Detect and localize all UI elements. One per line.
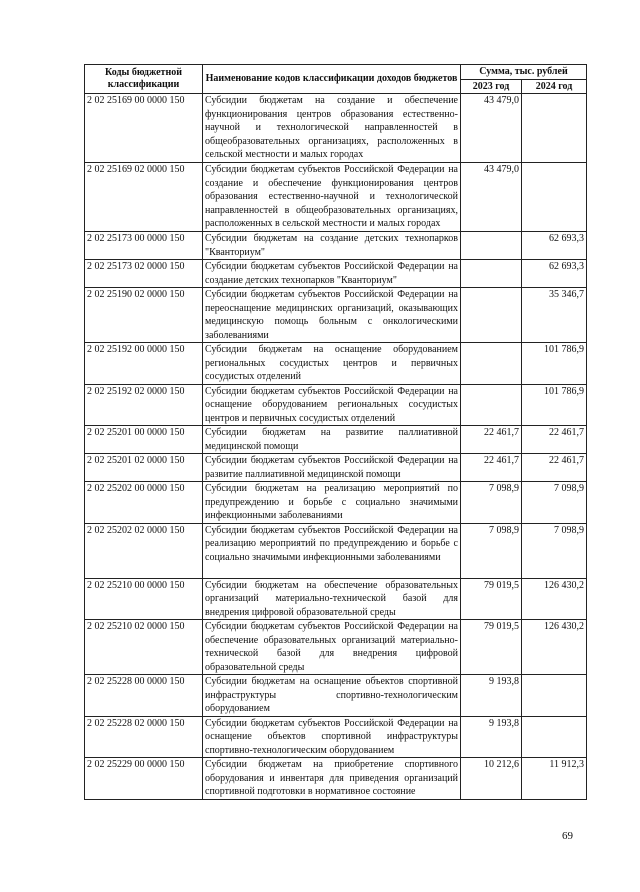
amount-2024 [522,94,587,163]
table-row [85,260,587,288]
amount-2023: 7 098,9 [461,523,522,578]
amount-2023: 22 461,7 [461,454,522,482]
table-row [85,288,587,343]
classification-name: Субсидии бюджетам на оснащение объектов спортивной инфраструктуры спортивно-технологическим оборудованием [203,675,461,717]
classification-code: 2 02 25201 00 0000 150 [85,426,203,454]
classification-name: Субсидии бюджетам на развитие паллиативной медицинской помощи [203,426,461,454]
amount-2024: 101 786,9 [522,343,587,385]
classification-code: 2 02 25192 00 0000 150 [85,343,203,385]
amount-2023 [461,384,522,426]
amount-2023: 43 479,0 [461,163,522,232]
classification-code: 2 02 25173 02 0000 150 [85,260,203,288]
amount-2024: 11 912,3 [522,758,587,800]
amount-2024: 35 346,7 [522,288,587,343]
classification-code: 2 02 25228 00 0000 150 [85,675,203,717]
table-row [85,94,587,163]
classification-code: 2 02 25210 00 0000 150 [85,578,203,620]
table-row [85,523,587,578]
table-row [85,232,587,260]
codes-column-header: Коды бюджетной классификации [85,65,203,94]
amount-2024: 101 786,9 [522,384,587,426]
amount-2024: 7 098,9 [522,523,587,578]
year-2023-header: 2023 год [461,80,522,94]
year-2024-header: 2024 год [522,80,587,94]
classification-name: Субсидии бюджетам на создание и обеспечение функционирования центров образования естественно-научной и технологической направленностей в общеобразовательных организациях, расположенных в сельской местности и малых городах [203,94,461,163]
classification-name: Субсидии бюджетам субъектов Российской Федерации на обеспечение образовательных организаций материально-технической базой для внедрения цифровой образовательной среды [203,620,461,675]
classification-name: Субсидии бюджетам субъектов Российской Федерации на переоснащение медицинских организаций, оказывающих медицинскую помощь больным с онкологическими заболеваниями [203,288,461,343]
classification-code: 2 02 25228 02 0000 150 [85,716,203,758]
amount-2024: 7 098,9 [522,482,587,524]
classification-code: 2 02 25173 00 0000 150 [85,232,203,260]
classification-name: Субсидии бюджетам субъектов Российской Федерации на развитие паллиативной медицинской помощи [203,454,461,482]
amount-2023: 79 019,5 [461,620,522,675]
classification-code: 2 02 25190 02 0000 150 [85,288,203,343]
classification-name: Субсидии бюджетам на оснащение оборудованием региональных сосудистых центров и первичных сосудистых отделений [203,343,461,385]
classification-code: 2 02 25202 02 0000 150 [85,523,203,578]
classification-code: 2 02 25229 00 0000 150 [85,758,203,800]
amount-2023 [461,343,522,385]
table-row [85,384,587,426]
amount-2023: 7 098,9 [461,482,522,524]
table-row [85,675,587,717]
classification-name: Субсидии бюджетам субъектов Российской Федерации на создание детских технопарков "Кванториум" [203,260,461,288]
classification-name: Субсидии бюджетам на обеспечение образовательных организаций материально-технической базой для внедрения цифровой образовательной среды [203,578,461,620]
amount-2024: 126 430,2 [522,578,587,620]
amount-2023 [461,232,522,260]
amount-2023: 10 212,6 [461,758,522,800]
amount-2024: 62 693,3 [522,232,587,260]
amount-2024: 22 461,7 [522,426,587,454]
amount-2023: 22 461,7 [461,426,522,454]
table-row [85,758,587,800]
names-column-header: Наименование кодов классификации доходов бюджетов [203,65,461,94]
budget-table [84,64,587,800]
table-row [85,578,587,620]
classification-name: Субсидии бюджетам субъектов Российской Федерации на оснащение оборудованием региональных сосудистых центров и первичных сосудистых отделений [203,384,461,426]
classification-code: 2 02 25169 02 0000 150 [85,163,203,232]
classification-name: Субсидии бюджетам на создание детских технопарков "Кванториум" [203,232,461,260]
classification-name: Субсидии бюджетам субъектов Российской Федерации на создание и обеспечение функционирования центров образования естественно-научной и технологической направленностей в общеобразовательных организациях, расположенных в сельской местности и малых городах [203,163,461,232]
page-number: 69 [562,830,573,842]
table-row [85,426,587,454]
amount-2023: 79 019,5 [461,578,522,620]
amount-2024: 22 461,7 [522,454,587,482]
amount-2023: 9 193,8 [461,675,522,717]
classification-code: 2 02 25210 02 0000 150 [85,620,203,675]
table-row [85,620,587,675]
table-row [85,163,587,232]
classification-name: Субсидии бюджетам на приобретение спортивного оборудования и инвентаря для приведения организаций спортивной подготовки в нормативное состояние [203,758,461,800]
table-row [85,343,587,385]
amount-2023 [461,288,522,343]
amount-2024: 126 430,2 [522,620,587,675]
amount-2023: 9 193,8 [461,716,522,758]
table-row [85,716,587,758]
classification-code: 2 02 25202 00 0000 150 [85,482,203,524]
amount-2024 [522,675,587,717]
classification-name: Субсидии бюджетам субъектов Российской Федерации на оснащение объектов спортивной инфраструктуры спортивно-технологическим оборудованием [203,716,461,758]
amount-2024 [522,163,587,232]
classification-code: 2 02 25201 02 0000 150 [85,454,203,482]
amount-2024 [522,716,587,758]
classification-name: Субсидии бюджетам на реализацию мероприятий по предупреждению и борьбе с социально значимыми инфекционными заболеваниями [203,482,461,524]
sum-column-header: Сумма, тыс. рублей [461,65,587,80]
table-row [85,454,587,482]
classification-code: 2 02 25169 00 0000 150 [85,94,203,163]
classification-name: Субсидии бюджетам субъектов Российской Федерации на реализацию мероприятий по предупреждению и борьбе с социально значимыми инфекционными заболеваниями [203,523,461,578]
amount-2024: 62 693,3 [522,260,587,288]
classification-code: 2 02 25192 02 0000 150 [85,384,203,426]
table-row [85,482,587,524]
amount-2023 [461,260,522,288]
amount-2023: 43 479,0 [461,94,522,163]
